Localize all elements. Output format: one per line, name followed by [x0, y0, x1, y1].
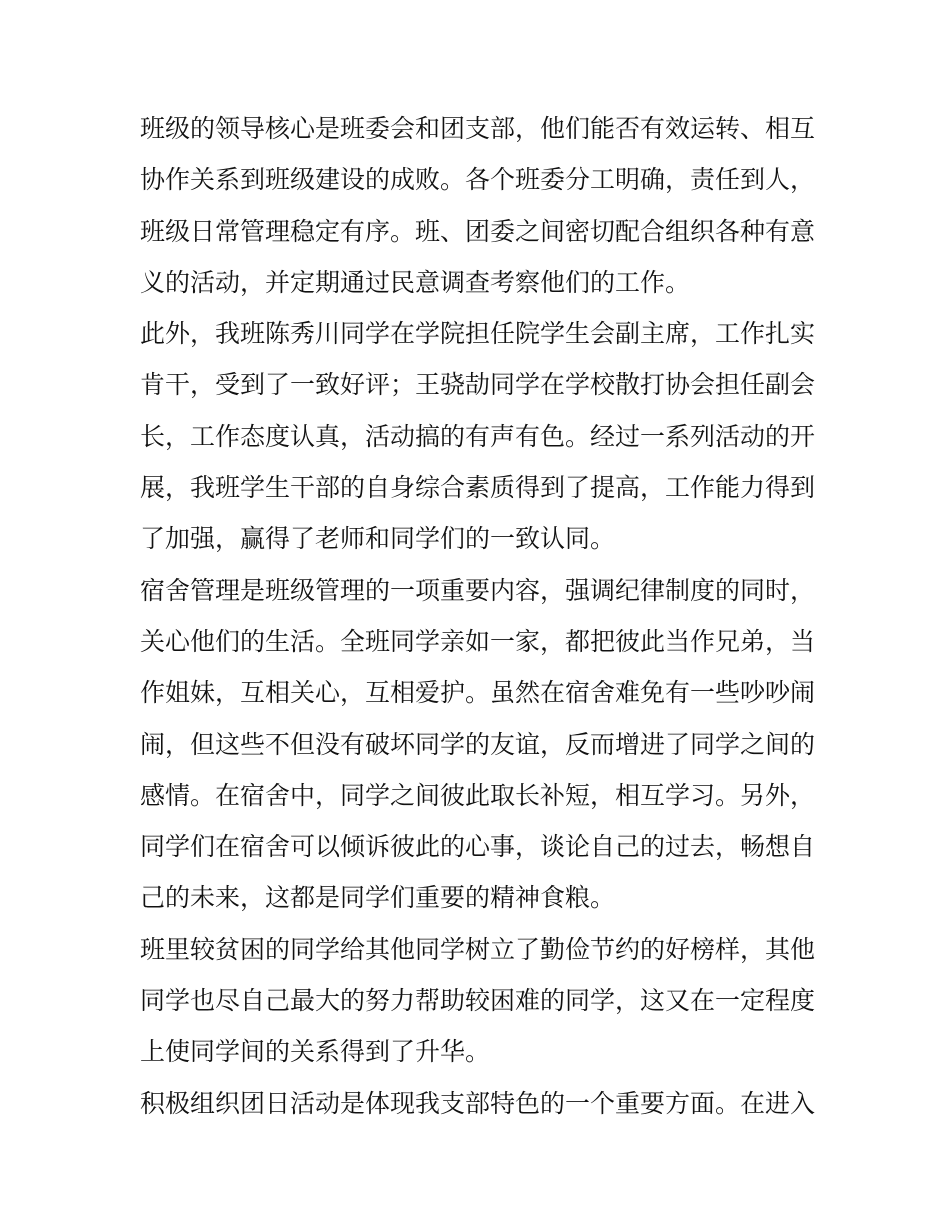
text-line: 展，我班学生干部的自身综合素质得到了提高，工作能力得到: [140, 473, 816, 503]
paragraph-class-committee: [140, 103, 816, 308]
text-line: 关心他们的生活。全班同学亲如一家，都把彼此当作兄弟，当: [140, 626, 816, 656]
text-line: 闹，但这些不但没有破坏同学的友谊，反而增进了同学之间的: [140, 729, 816, 759]
paragraph-dormitory: [140, 565, 816, 924]
text-line: 同学们在宿舍可以倾诉彼此的心事，谈论自己的过去，畅想自: [140, 832, 816, 862]
text-line: 此外，我班陈秀川同学在学院担任院学生会副主席，工作扎实: [140, 319, 816, 349]
text-line: 义的活动，并定期通过民意调查考察他们的工作。: [140, 267, 691, 297]
document-body: [140, 103, 816, 1129]
text-line: 长，工作态度认真，活动搞的有声有色。经过一系列活动的开: [140, 421, 816, 451]
text-line: 班级的领导核心是班委会和团支部，他们能否有效运转、相互: [140, 114, 816, 143]
paragraph-student-cadres: [140, 308, 816, 564]
paragraph-mutual-help: [140, 924, 816, 1078]
text-line: 协作关系到班级建设的成败。各个班委分工明确，责任到人，: [140, 165, 816, 195]
text-line: 肯干，受到了一致好评；王骁劼同学在学校散打协会担任副会: [140, 370, 816, 400]
text-line: 宿舍管理是班级管理的一项重要内容，强调纪律制度的同时，: [140, 575, 816, 605]
paragraph-league-activities: [140, 1078, 816, 1129]
text-line: 班里较贫困的同学给其他同学树立了勤俭节约的好榜样，其他: [140, 934, 816, 964]
text-line: 作姐妹，互相关心，互相爱护。虽然在宿舍难免有一些吵吵闹: [140, 678, 816, 708]
text-line: 积极组织团日活动是体现我支部特色的一个重要方面。在进入: [140, 1088, 816, 1118]
text-line: 上使同学间的关系得到了升华。: [140, 1037, 491, 1067]
text-line: 感情。在宿舍中，同学之间彼此取长补短，相互学习。另外，: [140, 780, 816, 810]
text-line: 同学也尽自己最大的努力帮助较困难的同学，这又在一定程度: [140, 986, 816, 1016]
text-line: 了加强，赢得了老师和同学们的一致认同。: [140, 524, 616, 554]
text-line: 班级日常管理稳定有序。班、团委之间密切配合组织各种有意: [140, 216, 816, 246]
text-line: 己的未来，这都是同学们重要的精神食粮。: [140, 883, 616, 913]
